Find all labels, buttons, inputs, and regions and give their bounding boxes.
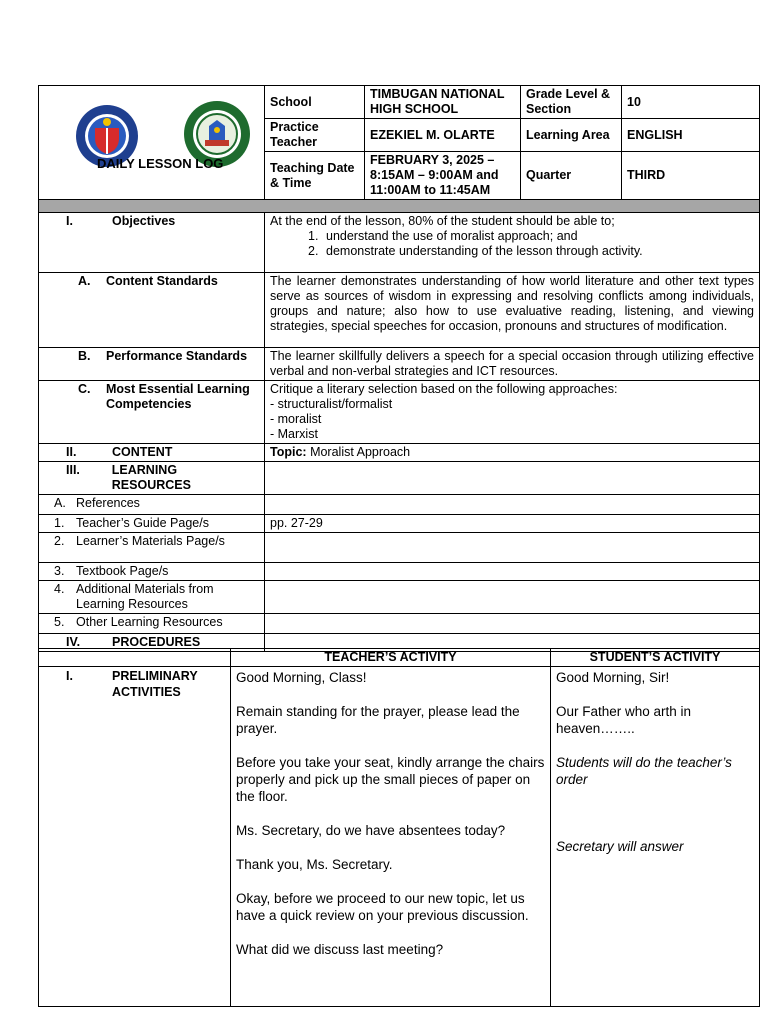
- resources-num: III.: [66, 463, 80, 477]
- topic-cell: [265, 444, 760, 462]
- area-value: ENGLISH: [622, 119, 760, 152]
- content-num: II.: [66, 445, 77, 459]
- student-line: Our Father who arth in heaven……..: [556, 704, 692, 736]
- teacher-line: What did we discuss last meeting?: [236, 942, 444, 957]
- resource-label: Learner’s Materials Page/s: [76, 534, 225, 548]
- resource-label: Other Learning Resources: [76, 615, 223, 629]
- competency-item: - moralist: [270, 412, 322, 426]
- teacher-line: Remain standing for the prayer, please lead the prayer.: [236, 704, 520, 736]
- gray-divider-row: [39, 200, 760, 213]
- content-row: [39, 444, 760, 462]
- topic-value: Moralist Approach: [310, 445, 411, 459]
- quarter-label: Quarter: [521, 152, 622, 200]
- resource-label: Additional Materials from Learning Resources: [76, 582, 214, 611]
- preliminary-label: PRELIMINARY ACTIVITIES: [112, 669, 198, 699]
- date-value: FEBRUARY 3, 2025 – 8:15AM – 9:00AM and 11:00AM to 11:45AM: [365, 152, 521, 200]
- grade-value: 10: [622, 86, 760, 119]
- preliminary-num: I.: [66, 669, 73, 683]
- preliminary-activities-cell: [39, 667, 231, 1007]
- performance-standards-num: B.: [78, 349, 91, 363]
- objective-item: 1. understand the use of moralist approach; and: [308, 229, 578, 243]
- student-line: Students will do the teacher’s order: [556, 755, 732, 787]
- resource-row: 3. Textbook Page/s: [39, 563, 760, 581]
- lesson-log-header-table: [38, 85, 760, 652]
- resources-label: LEARNING RESOURCES: [111, 463, 191, 492]
- logo-cell: [39, 86, 265, 200]
- competencies-row: [39, 381, 760, 444]
- teacher-value: EZEKIEL M. OLARTE: [365, 119, 521, 152]
- objective-item: 2. demonstrate understanding of the lesson through activity.: [308, 244, 643, 258]
- resource-value: [265, 563, 760, 581]
- objectives-list: [270, 229, 754, 259]
- resource-value: [265, 614, 760, 634]
- content-standards-text: The learner demonstrates understanding of how world literature and other text types serve as sources of wisdom in expressing and resolving conflicts among individuals, groups and nature; also how to use evaluative reading, listening, and viewing strategies, special speeches for occasion, pronouns and structures of modification.: [265, 273, 760, 348]
- references-label: References: [76, 496, 140, 510]
- references-row: [39, 495, 760, 515]
- school-label: School: [265, 86, 365, 119]
- resource-row: 1. Teacher’s Guide Page/s pp. 27-29: [39, 515, 760, 533]
- performance-standards-row: [39, 348, 760, 381]
- resource-row: 5. Other Learning Resources: [39, 614, 760, 634]
- teacher-label: Practice Teacher: [265, 119, 365, 152]
- objectives-label-cell: [39, 213, 265, 273]
- references-num: A.: [54, 496, 66, 510]
- objectives-content: [265, 213, 760, 273]
- student-activity-header: STUDENT’S ACTIVITY: [551, 649, 760, 667]
- objectives-intro: At the end of the lesson, 80% of the student should be able to;: [270, 214, 615, 228]
- learning-resources-row: [39, 462, 760, 495]
- resource-value: [265, 533, 760, 563]
- competencies-content: [265, 381, 760, 444]
- topic-label: Topic:: [270, 445, 307, 459]
- quarter-value: THIRD: [622, 152, 760, 200]
- teacher-line: Before you take your seat, kindly arrange the chairs properly and pick up the small pieces of paper on the floor.: [236, 755, 545, 804]
- school-value: TIMBUGAN NATIONAL HIGH SCHOOL: [365, 86, 521, 119]
- resource-row: 2. Learner’s Materials Page/s: [39, 533, 760, 563]
- teacher-line: Thank you, Ms. Secretary.: [236, 857, 393, 872]
- competencies-num: C.: [78, 382, 91, 396]
- competency-item: - Marxist: [270, 427, 318, 441]
- resource-label: Teacher’s Guide Page/s: [76, 516, 209, 530]
- activities-table: [38, 648, 760, 1007]
- teacher-line: Ms. Secretary, do we have absentees today?: [236, 823, 506, 838]
- competencies-intro: Critique a literary selection based on the following approaches:: [270, 382, 618, 396]
- procedures-label: PROCEDURES: [112, 635, 201, 649]
- grade-label: Grade Level & Section: [521, 86, 622, 119]
- performance-standards-text: The learner skillfully delivers a speech for a special occasion through utilizing effective verbal and non-verbal strategies and ICT resources.: [265, 348, 760, 381]
- objectives-label: Objectives: [112, 214, 176, 228]
- resource-label: Textbook Page/s: [76, 564, 169, 578]
- teacher-line: Good Morning, Class!: [236, 670, 367, 685]
- competencies-label: Most Essential Learning Competencies: [106, 382, 250, 411]
- competency-item: - structuralist/formalist: [270, 397, 393, 411]
- area-label: Learning Area: [521, 119, 622, 152]
- objectives-row: [39, 213, 760, 273]
- objectives-num: I.: [66, 214, 73, 228]
- content-label: CONTENT: [112, 445, 173, 459]
- procedures-num: IV.: [66, 635, 81, 649]
- teacher-activity-content: [231, 667, 551, 1007]
- resource-value: [265, 581, 760, 614]
- performance-standards-label: Performance Standards: [106, 349, 248, 363]
- content-standards-label: Content Standards: [106, 274, 218, 288]
- teacher-line: Okay, before we proceed to our new topic, let us have a quick review on your previous discussion.: [236, 891, 529, 923]
- resource-row: 4. Additional Materials from Learning Resources: [39, 581, 760, 614]
- student-line: Secretary will answer: [556, 839, 684, 854]
- content-standards-row: [39, 273, 760, 348]
- date-label: Teaching Date & Time: [265, 152, 365, 200]
- teacher-activity-header: TEACHER’S ACTIVITY: [231, 649, 551, 667]
- student-activity-content: [551, 667, 760, 1007]
- resource-value: pp. 27-29: [265, 515, 760, 533]
- student-line: Good Morning, Sir!: [556, 670, 670, 685]
- content-standards-num: A.: [78, 274, 91, 288]
- daily-lesson-log-title: DAILY LESSON LOG: [97, 156, 224, 171]
